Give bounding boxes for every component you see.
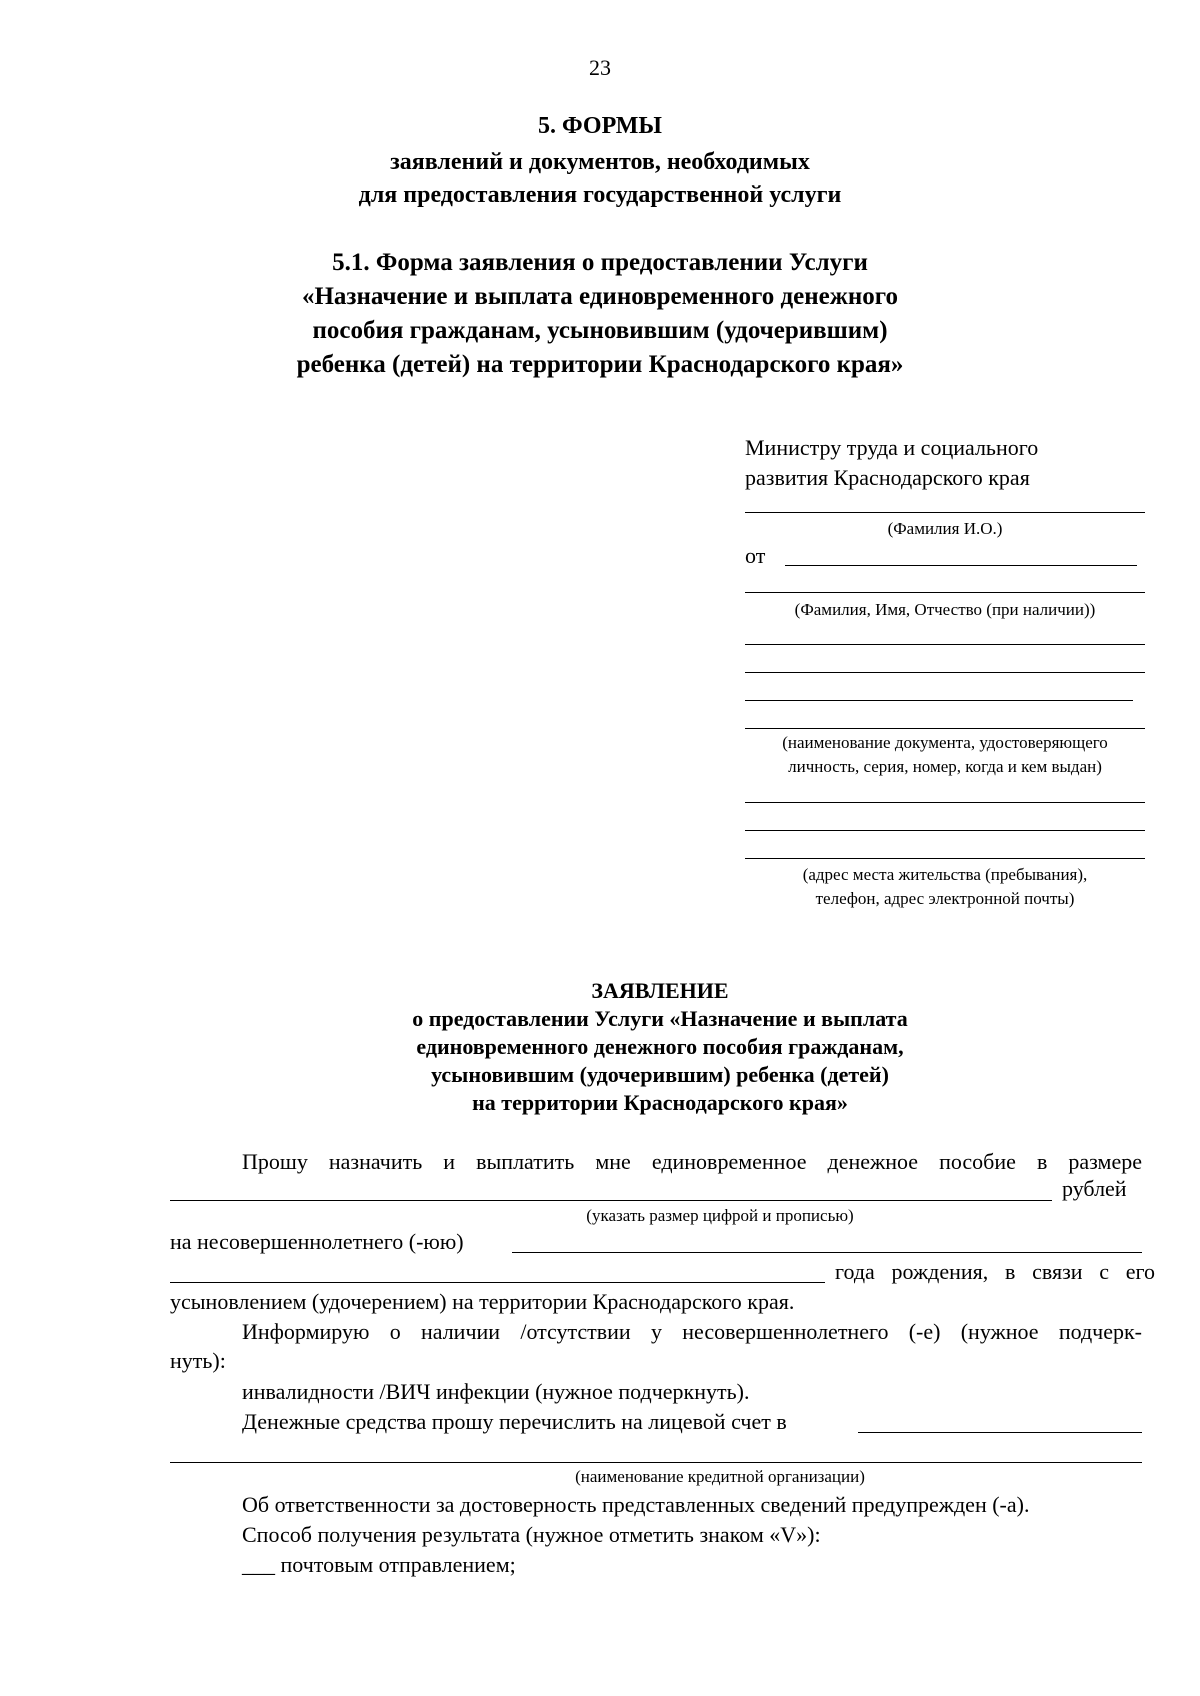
- postal-option-label: почтовым отправлением;: [280, 1552, 516, 1577]
- document-line1[interactable]: [745, 644, 1145, 645]
- address-line1[interactable]: [745, 802, 1145, 803]
- address-line2[interactable]: [745, 830, 1145, 831]
- account-line[interactable]: [858, 1432, 1142, 1433]
- statement-line2: единовременного денежного пособия гражданам,: [416, 1034, 904, 1059]
- minor-name-line[interactable]: [512, 1252, 1142, 1253]
- birth-line[interactable]: [170, 1282, 825, 1283]
- inform-line2: нуть):: [170, 1348, 226, 1373]
- section-title: 5. ФОРМЫ: [538, 113, 662, 139]
- document-line4[interactable]: [745, 728, 1145, 729]
- postal-option[interactable]: [242, 1549, 516, 1581]
- minor-label: на несовершеннолетнего (-юю): [170, 1229, 464, 1254]
- document-line2[interactable]: [745, 672, 1145, 673]
- address-caption-line2: телефон, адрес электронной почты): [815, 889, 1075, 908]
- funds-text: Денежные средства прошу перечислить на лицевой счет в: [242, 1409, 787, 1434]
- addressee-line2: развития Краснодарского края: [745, 465, 1030, 490]
- responsibility-text: Об ответственности за достоверность представленных сведений предупрежден (-а).: [242, 1492, 1030, 1517]
- subsection-title-line1: 5.1. Форма заявления о предоставлении Услуги: [332, 249, 868, 276]
- postal-checkbox-blank[interactable]: ___: [242, 1552, 275, 1577]
- section-subtitle-line2: для предоставления государственной услуги: [358, 182, 842, 208]
- rubles-label: рублей: [1062, 1176, 1127, 1201]
- inform-line1: Информирую о наличии /отсутствии у несовершеннолетнего (-е) (нужное подчерк-: [242, 1319, 1142, 1344]
- method-text: Способ получения результата (нужное отметить знаком «V»):: [242, 1522, 821, 1547]
- bank-caption: (наименование кредитной организации): [575, 1467, 865, 1486]
- birth-year-text: года рождения, в связи с его: [835, 1259, 1155, 1284]
- statement-line1: о предоставлении Услуги «Назначение и выплата: [412, 1006, 908, 1031]
- address-line3[interactable]: [745, 858, 1145, 859]
- amount-caption: (указать размер цифрой и прописью): [586, 1206, 854, 1225]
- amount-line[interactable]: [170, 1200, 1052, 1201]
- document-line3[interactable]: [745, 700, 1133, 701]
- document-caption-line2: личность, серия, номер, когда и кем выдан): [788, 757, 1102, 776]
- statement-title: ЗАЯВЛЕНИЕ: [591, 978, 729, 1003]
- subsection-title-line3: пособия гражданам, усыновившим (удочерившим): [312, 317, 888, 344]
- body-p1: Прошу назначить и выплатить мне единовременное денежное пособие в размере: [242, 1149, 1142, 1174]
- addressee-line1: Министру труда и социального: [745, 435, 1039, 460]
- address-caption-line1: (адрес места жительства (пребывания),: [802, 865, 1088, 884]
- adoption-text: усыновлением (удочерением) на территории Краснодарского края.: [170, 1289, 795, 1314]
- statement-line4: на территории Краснодарского края»: [472, 1090, 848, 1115]
- statement-line3: усыновившим (удочерившим) ребенка (детей): [431, 1062, 889, 1087]
- fio-caption: (Фамилия И.О.): [887, 519, 1003, 538]
- page-number: 23: [589, 55, 611, 80]
- from-label: от: [745, 543, 766, 568]
- applicant-line[interactable]: [745, 592, 1145, 593]
- disability-text: инвалидности /ВИЧ инфекции (нужное подчеркнуть).: [242, 1379, 750, 1404]
- from-line[interactable]: [785, 565, 1137, 566]
- document-caption-line1: (наименование документа, удостоверяющего: [782, 733, 1108, 752]
- applicant-caption: (Фамилия, Имя, Отчество (при наличии)): [794, 600, 1096, 619]
- bank-line[interactable]: [170, 1462, 1142, 1463]
- section-subtitle-line1: заявлений и документов, необходимых: [390, 149, 810, 175]
- subsection-title-line2: «Назначение и выплата единовременного денежного: [301, 283, 899, 310]
- fio-line[interactable]: [745, 512, 1145, 513]
- subsection-title-line4: ребенка (детей) на территории Краснодарского края»: [296, 351, 904, 378]
